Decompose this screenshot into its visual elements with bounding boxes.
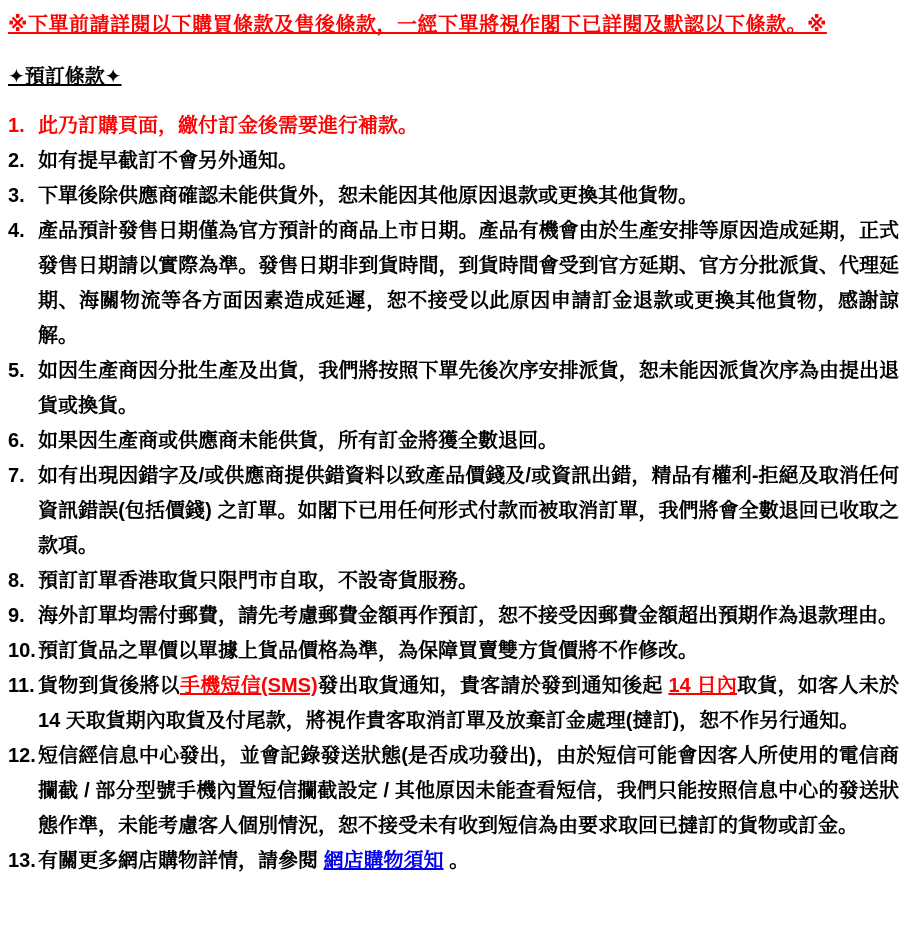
term-number: 3. bbox=[8, 185, 25, 207]
shop-guide-link[interactable]: 網店購物須知 bbox=[323, 850, 444, 872]
term-item-11 bbox=[8, 669, 899, 739]
term-number: 5. bbox=[8, 360, 25, 382]
term-item-7 bbox=[8, 459, 899, 564]
text-segment: 發出取貨通知，貴客請於發到通知後起 bbox=[317, 675, 669, 697]
term-item-4 bbox=[8, 214, 899, 354]
term-text bbox=[38, 214, 899, 354]
term-text bbox=[38, 564, 899, 599]
term-item-10 bbox=[8, 634, 899, 669]
terms-list bbox=[8, 109, 899, 879]
term-number: 12. bbox=[8, 745, 36, 767]
term-text bbox=[38, 739, 899, 844]
highlighted-text: 手機短信(SMS) bbox=[179, 675, 318, 697]
text-segment: 如因生產商因分批生產及出貨，我們將按照下單先後次序安排派貨，恕未能因派貨次序為由提出退貨或換貨。 bbox=[38, 360, 899, 417]
page-title: ※下單前請詳閱以下購買條款及售後條款，一經下單將視作閣下已詳閱及默認以下條款。※ bbox=[8, 14, 827, 36]
text-segment: 此乃訂購頁面，繳付訂金後需要進行補款。 bbox=[38, 115, 418, 137]
term-item-2 bbox=[8, 144, 899, 179]
term-item-12 bbox=[8, 739, 899, 844]
text-segment: 海外訂單均需付郵費，請先考慮郵費金額再作預訂，恕不接受因郵費金額超出預期作為退款理由。 bbox=[38, 605, 898, 627]
term-number: 10. bbox=[8, 640, 36, 662]
text-segment: 如有出現因錯字及/或供應商提供錯資料以致產品價錢及/或資訊出錯，精品有權利-拒絕及取消任何資訊錯誤(包括價錢) 之訂單。如閣下已用任何形式付款而被取消訂單，我們將會全數退回已收取之款項。 bbox=[38, 465, 899, 557]
term-number: 11. bbox=[8, 675, 35, 697]
text-segment: 如有提早截訂不會另外通知。 bbox=[38, 150, 298, 172]
term-text bbox=[38, 144, 899, 179]
term-item-1 bbox=[8, 109, 899, 144]
term-number: 13. bbox=[8, 850, 36, 872]
term-item-9 bbox=[8, 599, 899, 634]
term-number: 4. bbox=[8, 220, 25, 242]
term-item-13 bbox=[8, 844, 899, 879]
term-item-3 bbox=[8, 179, 899, 214]
term-text bbox=[38, 109, 899, 144]
term-number: 8. bbox=[8, 570, 25, 592]
highlighted-text: 14 日內 bbox=[668, 675, 738, 697]
text-segment: 取貨，如客人未於 14 天取貨期內取貨及付尾款，將視作貴客取消訂單及放棄訂金處理(撻訂)，恕不作另行通知。 bbox=[38, 675, 899, 732]
term-number: 2. bbox=[8, 150, 25, 172]
term-item-5 bbox=[8, 354, 899, 424]
term-text bbox=[38, 599, 899, 634]
term-number: 1. bbox=[8, 115, 25, 137]
text-segment: 有關更多網店購物詳情，請參閱 bbox=[38, 850, 324, 872]
term-text bbox=[38, 354, 899, 424]
term-number: 9. bbox=[8, 605, 25, 627]
term-number: 6. bbox=[8, 430, 25, 452]
text-segment: 預訂訂單香港取貨只限門市自取，不設寄貨服務。 bbox=[38, 570, 478, 592]
term-text bbox=[38, 634, 899, 669]
term-text bbox=[38, 424, 899, 459]
text-segment: 短信經信息中心發出，並會記錄發送狀態(是否成功發出)，由於短信可能會因客人所使用的電信商攔截 / 部分型號手機內置短信攔截設定 / 其他原因未能查看短信，我們只能按照信息中心的發送狀態作準，未能考慮客人個別情況，恕不接受未有收到短信為由要求取回已撻訂的貨物或訂金。 bbox=[38, 745, 899, 837]
term-text bbox=[38, 844, 899, 879]
term-text bbox=[38, 179, 899, 214]
section-heading-preorder-terms: ✦預訂條款✦ bbox=[8, 66, 122, 88]
term-text bbox=[38, 459, 899, 564]
text-segment: 產品預計發售日期僅為官方預計的商品上市日期。產品有機會由於生產安排等原因造成延期，正式發售日期請以實際為準。發售日期非到貨時間，到貨時間會受到官方延期、官方分批派貨、代理延期、海關物流等各方面因素造成延遲，恕不接受以此原因申請訂金退款或更換其他貨物，感謝諒解。 bbox=[38, 220, 899, 347]
term-item-6 bbox=[8, 424, 899, 459]
term-item-8 bbox=[8, 564, 899, 599]
term-number: 7. bbox=[8, 465, 25, 487]
text-segment: 。 bbox=[443, 850, 470, 872]
text-segment: 下單後除供應商確認未能供貨外，恕未能因其他原因退款或更換其他貨物。 bbox=[38, 185, 698, 207]
text-segment: 如果因生產商或供應商未能供貨，所有訂金將獲全數退回。 bbox=[38, 430, 558, 452]
text-segment: 貨物到貨後將以 bbox=[38, 675, 180, 697]
text-segment: 預訂貨品之單價以單據上貨品價格為準，為保障買賣雙方貨價將不作修改。 bbox=[38, 640, 698, 662]
term-text bbox=[38, 669, 899, 739]
